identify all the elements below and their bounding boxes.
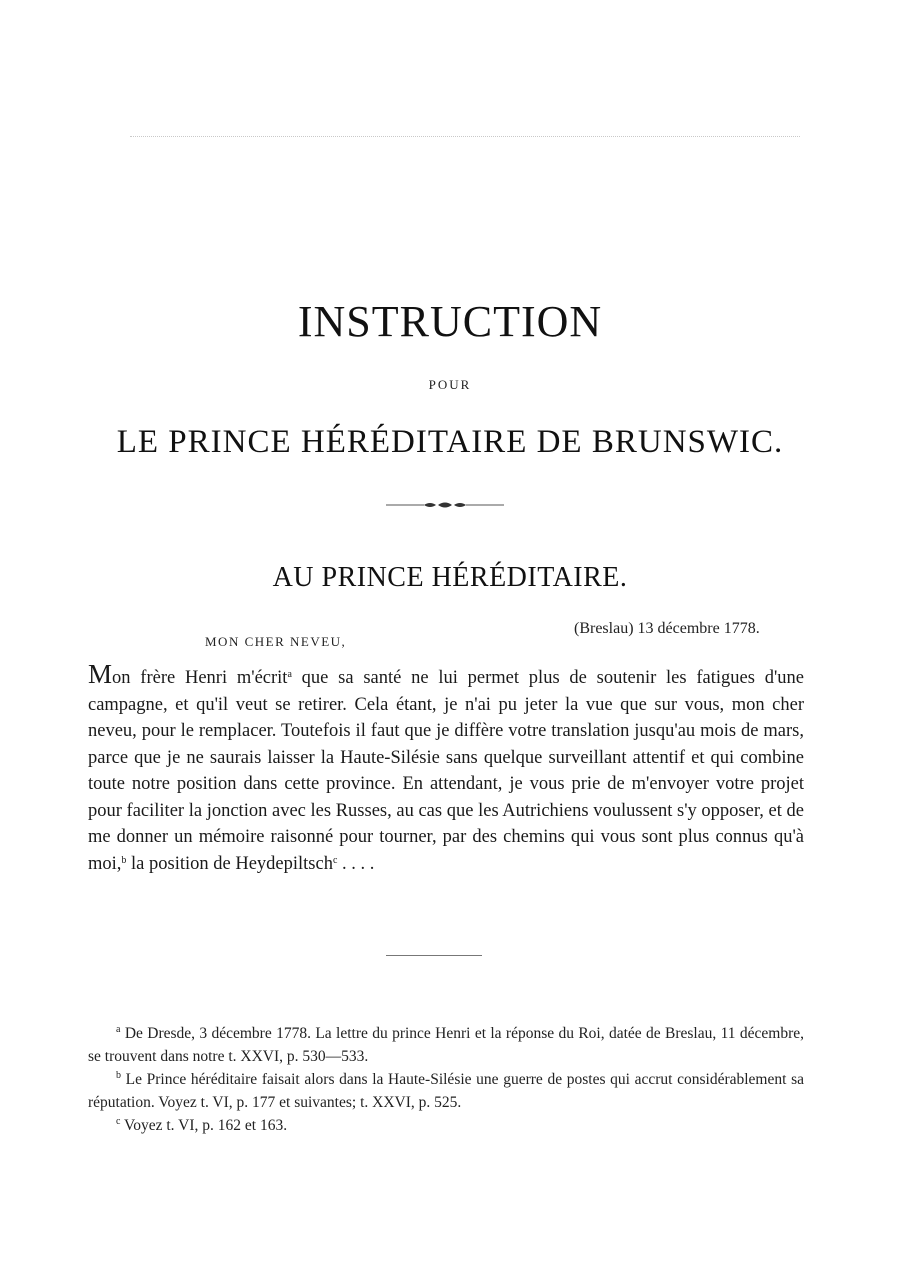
section-heading: AU PRINCE HÉRÉDITAIRE. [272, 562, 628, 593]
footnote-ref-b: b [121, 854, 127, 866]
letter-salutation: MON CHER NEVEU, [205, 634, 347, 649]
footnote-ref-c: c [332, 854, 338, 866]
footnote-a [88, 1022, 804, 1068]
footnote-separator [386, 955, 482, 956]
letter-text-4: . . . . [337, 853, 375, 874]
letter-text-1: on frère Henri m'écrit [112, 668, 288, 688]
letter-text-3: la position de Heydepiltsch [126, 853, 333, 874]
header-rule [130, 136, 800, 137]
footnote-text: Le Prince héréditaire faisait alors dans la Haute-Silésie une guerre de postes qui accrut considérablement sa réputation. Voyez t. VI, p. 177 et suivantes; t. XXVI, p. 525. [88, 1071, 804, 1111]
footnote-text: De Dresde, 3 décembre 1778. La lettre du prince Henri et la réponse du Roi, datée de Breslau, 11 décembre, se trouvent dans notre t. XXVI, p. 530—533. [88, 1025, 804, 1065]
footnote-c [88, 1114, 804, 1137]
footnote-ref-a: a [287, 669, 292, 680]
footnote-marker: b [116, 1070, 121, 1081]
title-connector: POUR [428, 377, 472, 392]
letter-dateline: (Breslau) 13 décembre 1778. [574, 620, 760, 637]
footnote-b [88, 1068, 804, 1114]
letter-text-2: que sa santé ne lui permet plus de soutenir les fatigues d'une campagne, et qu'il veut se retirer. Cela étant, je n'ai pu jeter la vue que sur vous, mon cher neveu, pour le remplacer. Toutefois il faut que je diffère votre translation jusqu'au mois de mars, parce que je ne saurais laisser la Haute-Silésie sans quelque surveillant attentif et qui combine toute notre position dans cette province. En attendant, je vous prie de m'envoyer votre projet pour faciliter la jonction avec les Russes, au cas que les Autrichiens voulussent s'y opposer, et de me donner un mémoire raisonné pour tourner, par des chemins qui vous sont plus connus qu'à moi, [88, 668, 804, 874]
footnote-marker: a [116, 1024, 121, 1035]
page-subtitle: LE PRINCE HÉRÉDITAIRE DE BRUNSWIC. [116, 424, 784, 460]
footnote-text: Voyez t. VI, p. 162 et 163. [120, 1117, 288, 1134]
drop-cap: M [88, 659, 113, 689]
footnotes [88, 1022, 804, 1137]
page-title: INSTRUCTION [297, 297, 603, 346]
footnote-marker: c [116, 1116, 121, 1127]
letter-body [88, 659, 804, 877]
ornament-divider-icon [386, 498, 504, 512]
